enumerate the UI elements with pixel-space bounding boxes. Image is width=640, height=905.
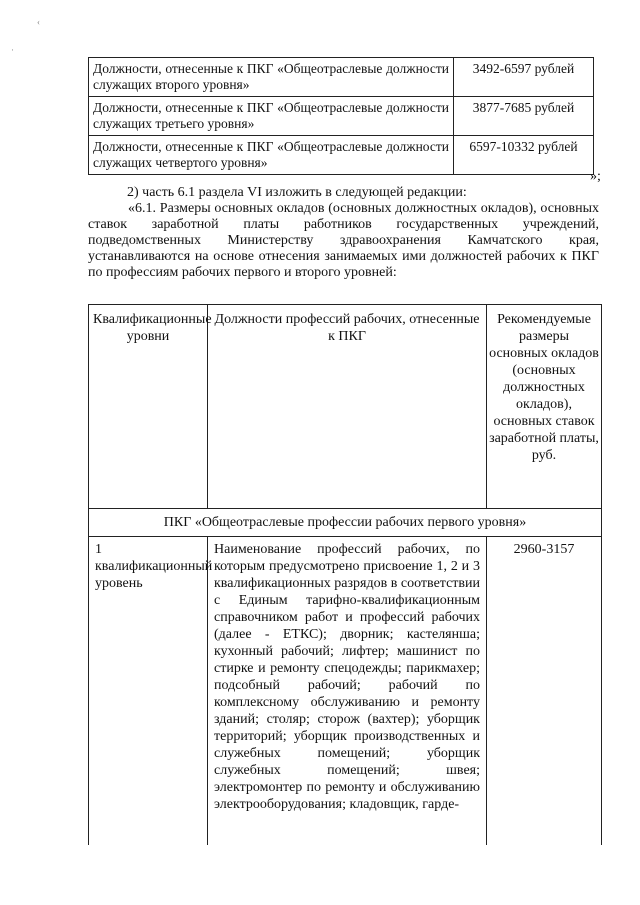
margin-mark-2: · <box>11 45 14 55</box>
table-header-row <box>89 305 602 509</box>
header-recommended-salaries: Рекомендуемые размеры основных окладов (основных должностных окладов), основных ставок заработной платы, руб. <box>487 305 602 509</box>
header-worker-positions: Должности профессий рабочих, отнесенные к ПКГ <box>208 305 487 509</box>
header-qualification-levels: Квалификационные уровни <box>89 305 208 509</box>
position-group-cell: Должности, отнесенные к ПКГ «Общеотраслевые должности служащих третьего уровня» <box>89 97 454 136</box>
position-group-cell: Должности, отнесенные к ПКГ «Общеотраслевые должности служащих второго уровня» <box>89 58 454 97</box>
amendment-paragraph: «6.1. Размеры основных окладов (основных должностных окладов), основных ставок заработной платы работников государственных учреждений, подведомственных Министерству здравоохранения Камчатского края, устанавливаются на основе отнесения занимаемых ими должностей рабочих к ПКГ по профессиям рабочих первого и второго уровней: <box>88 201 599 280</box>
amendment-item-line: 2) часть 6.1 раздела VI изложить в следующей редакции: <box>127 185 467 200</box>
salary-cell: 2960-3157 <box>487 537 602 846</box>
salary-table-workers <box>88 304 602 845</box>
salary-range-cell: 3492-6597 рублей <box>454 58 594 97</box>
group-title: ПКГ «Общеотраслевые профессии рабочих первого уровня» <box>89 509 602 537</box>
table-row <box>89 537 602 846</box>
salary-range-cell: 3877-7685 рублей <box>454 97 594 136</box>
salary-table-servants <box>88 57 594 175</box>
closing-quote-mark: »; <box>590 169 601 184</box>
margin-mark-1: ‹ <box>37 17 40 27</box>
table-row <box>89 97 594 136</box>
table-row <box>89 58 594 97</box>
table-group-row <box>89 509 602 537</box>
position-group-cell: Должности, отнесенные к ПКГ «Общеотраслевые должности служащих четвертого уровня» <box>89 136 454 175</box>
positions-cell: Наименование профессий рабочих, по которым предусмотрено присвоение 1, 2 и 3 квалификационных разрядов в соответствии с Единым тарифно-квалификационным справочником работ и профессий рабочих (далее - ЕТКС); дворник; кастелянша; кухонный рабочий; лифтер; машинист по стирке и ремонту спецодежды; парикмахер; подсобный рабочий; рабочий по комплексному обслуживанию и ремонту зданий; столяр; сторож (вахтер); уборщик территорий; уборщик производственных и служебных помещений; уборщик служебных помещений; швея; электромонтер по ремонту и обслуживанию электрооборудования; кладовщик, гарде- <box>208 537 487 846</box>
table-row <box>89 136 594 175</box>
salary-range-cell: 6597-10332 рублей <box>454 136 594 175</box>
qualification-level-cell: 1 квалификационный уровень <box>89 537 208 846</box>
